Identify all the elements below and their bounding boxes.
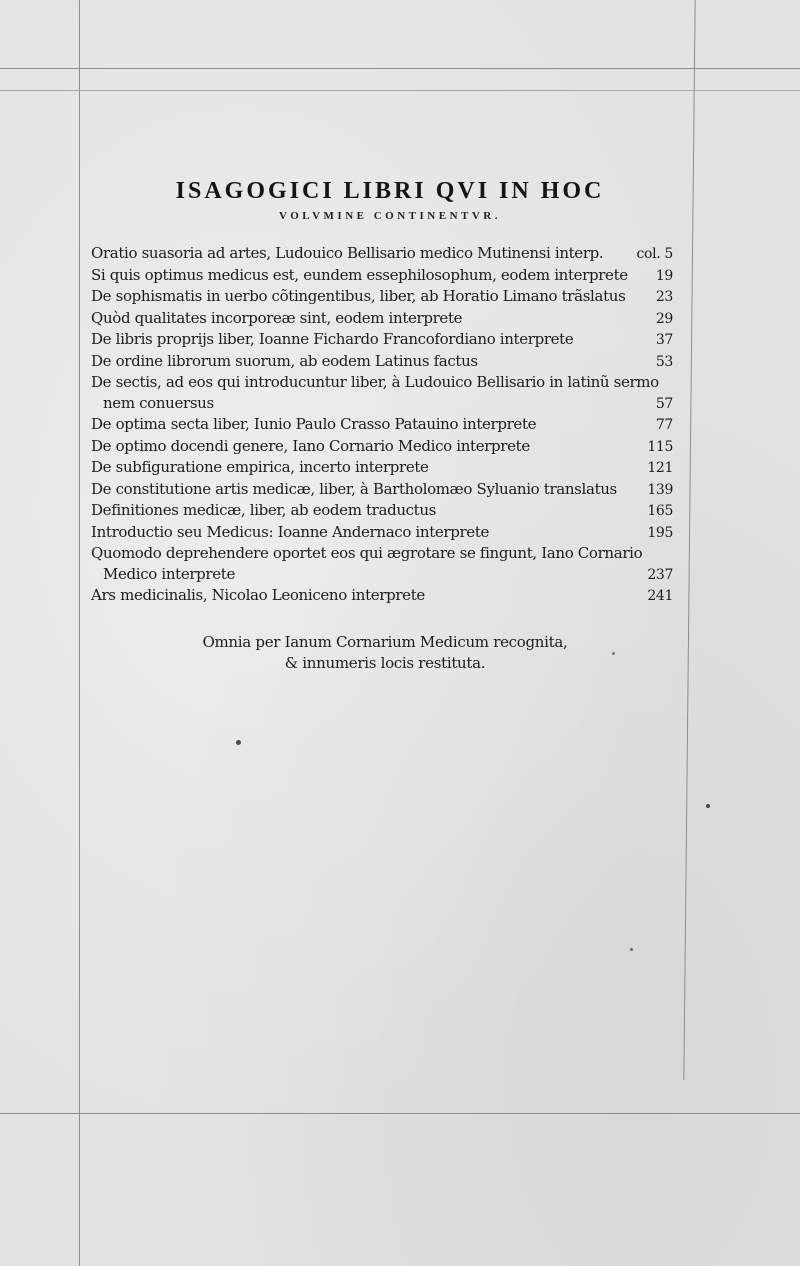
toc-entry-page: 77 [655, 417, 673, 433]
toc-entry-page: 57 [655, 395, 673, 412]
toc-entry-title: Si quis optimus medicus est, eundem essephilosophum, eodem interprete [91, 265, 628, 284]
toc-entry [91, 500, 673, 522]
toc-entry-page: 37 [655, 332, 673, 348]
toc-entry-title: De sophismatis in uerbo cõtingentibus, liber, ab Horatio Limano trãslatus [91, 287, 626, 305]
toc-entry-page: 23 [655, 289, 673, 305]
toc-entry-page: 165 [647, 503, 673, 519]
toc-entry-title: nem conuersus [103, 393, 214, 412]
toc-entry-page: 195 [647, 524, 673, 541]
toc-entry-title: De subfiguratione empirica, incerto interprete [91, 458, 429, 476]
toc-entry-page: 121 [647, 460, 673, 476]
toc-entry [91, 585, 673, 607]
toc-entry-title: De sectis, ad eos qui introducuntur liber, à Ludouico Bellisario in latinũ sermo [91, 373, 659, 391]
toc-entry-page: 19 [655, 267, 673, 284]
toc-entry-page: 115 [647, 438, 673, 455]
bottom-rule [0, 1113, 800, 1114]
toc-entry [91, 351, 673, 373]
top-rule-secondary [0, 90, 800, 91]
toc-entry-title: Introductio seu Medicus: Ioanne Andernaco interprete [91, 522, 490, 541]
toc-entry [91, 564, 673, 586]
toc-entry-title: De ordine librorum suorum, ab eodem Latinus factus [91, 351, 478, 370]
paper-blemish [630, 948, 633, 951]
toc-entry [91, 414, 673, 436]
editor-note [150, 632, 620, 674]
toc-entry [91, 543, 673, 564]
right-margin-rule [683, 0, 695, 1080]
toc-entry-title: Medico interprete [103, 564, 235, 583]
toc-entry [91, 286, 673, 308]
toc-entry-page: 53 [655, 353, 673, 370]
toc-entry-title: Definitiones medicæ, liber, ab eodem traductus [91, 501, 437, 519]
toc-entry-page: 29 [655, 310, 673, 327]
paper-blemish [706, 804, 710, 808]
toc-entry [91, 522, 673, 544]
page-title: ISAGOGICI LIBRI QVI IN HOC [175, 178, 605, 204]
toc-entry [91, 479, 673, 501]
top-rule [0, 68, 800, 69]
toc-entry-title: Quomodo deprehendere oportet eos qui ægrotare se fingunt, Iano Cornario [91, 544, 643, 562]
editor-note-line: & innumeris locis restituta. [284, 654, 486, 672]
toc-entry-page: 139 [647, 481, 673, 498]
toc-entry [91, 372, 673, 393]
toc-entry-title: Quòd qualitates incorporeæ sint, eodem interprete [91, 308, 463, 327]
toc-entry-title: De libris proprijs liber, Ioanne Fichardo Francofordiano interprete [91, 330, 574, 348]
paper-blemish [236, 740, 241, 745]
toc-entry-title: De constitutione artis medicæ, liber, à Bartholomæo Syluanio translatus [91, 479, 617, 498]
toc-entry-page: col. 5 [636, 246, 673, 262]
paper-blemish [612, 652, 615, 655]
toc-entry-page: 241 [647, 588, 673, 604]
toc-entry-title: Ars medicinalis, Nicolao Leoniceno interprete [91, 586, 425, 604]
toc-entry [91, 329, 673, 351]
editor-note-line: Omnia per Ianum Cornarium Medicum recognita, [202, 633, 568, 651]
toc-entry-page: 237 [647, 566, 673, 583]
toc-entry [91, 457, 673, 479]
table-of-contents [91, 243, 673, 607]
toc-entry-title: De optima secta liber, Iunio Paulo Crasso Patauino interprete [91, 415, 537, 433]
left-margin-rule [79, 0, 80, 1266]
page-subtitle: VOLVMINE CONTINENTVR. [278, 210, 501, 222]
toc-entry-title: De optimo docendi genere, Iano Cornario Medico interprete [91, 436, 530, 455]
toc-entry-title: Oratio suasoria ad artes, Ludouico Bellisario medico Mutinensi interp. [91, 244, 604, 262]
toc-entry [91, 243, 673, 265]
toc-entry [91, 308, 673, 330]
toc-entry [91, 393, 673, 415]
toc-entry [91, 436, 673, 458]
toc-entry [91, 265, 673, 287]
